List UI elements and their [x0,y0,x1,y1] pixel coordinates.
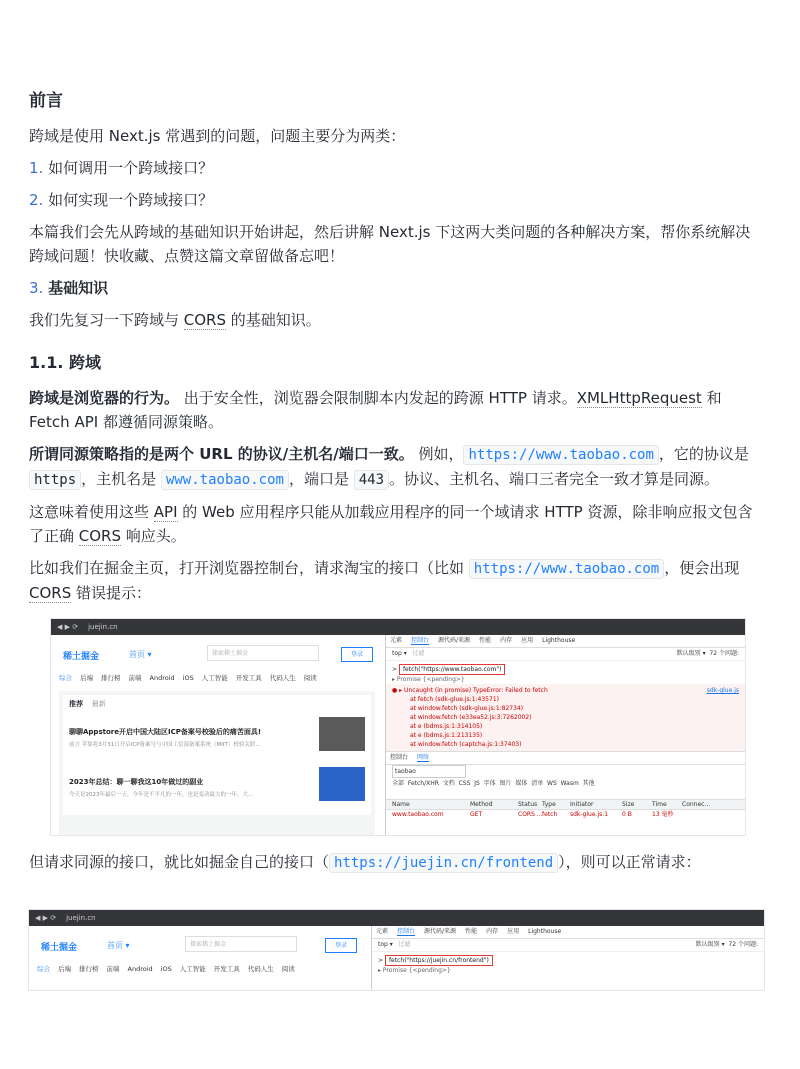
home-menu: 首页 ▾ [107,941,130,950]
plan-paragraph: 本篇我们会先从跨域的基础知识开始讲起，然后讲解 Next.js 下这两大类问题的各种解决方案，帮你系统解决跨域问题！快收藏、点赞这篇文章留做备忘吧！ [29,223,751,265]
home-menu: 首页 ▾ [129,650,152,659]
login-button: 登录 [341,647,373,662]
screenshot-same-origin [29,910,764,990]
juejin-logo: 稀土掘金 [41,943,78,953]
feed [59,691,375,835]
thumbnail [319,717,365,751]
screenshot-cors-error [51,619,745,835]
thumbnail [319,767,365,801]
paragraph-same-origin-request: 但请求同源的接口，就比如掘金自己的接口（ https://juejin.cn/frontend ），则可以正常请求： [29,853,701,871]
console-command: > fetch("https://juejin.cn/frontend") [372,955,764,966]
article [29,88,764,613]
network-row: www.taobao.com GET CORS ...fetch sdk-glue.js:1 0 B 13 毫秒 [392,811,674,818]
host-link[interactable]: www.taobao.com [161,470,289,490]
console-error: ● ▸ Uncaught (in promise) TypeError: Failed to fetch sdk-glue.js at fetch (sdk-glue.js:1:43571) at window.fetch (sdk-glue.js:1:82734) at window.fetch (e33ea52.js:3:7262002) at e (bdms.js:1:314105) at e (bdms.js:1:213135) at window.fetch (captcha.js:1:37403) [386,684,745,751]
browser-toolbar: ◀ ▶ ⟳ juejin.cn [51,619,745,635]
devtools-panel [385,635,745,835]
drawer-tabs: 控制台 网络 [386,751,745,765]
paragraph-browser-behavior: 跨域是浏览器的行为。 出于安全性，浏览器会限制脚本内发起的跨源 HTTP 请求。XMLHttpRequest 和 Fetch API 都遵循同源策略。 [29,389,722,431]
login-button: 登录 [325,938,357,953]
network-table-header: Name Method Status Type Initiator Size Time Connec... [386,799,745,810]
heading-cross-origin: 1.1. 跨域 [29,353,101,372]
paragraph-api: 这意味着使用这些 API 的 Web 应用程序只能从加载应用程序的同一个域请求 HTTP 资源，除非响应报文包含了正确 CORS 响应头。 [29,503,753,545]
devtools-tabs: 元素 控制台 源代码/来源 性能 内存 应用 Lighthouse [372,926,764,939]
juejin-logo: 稀土掘金 [63,652,100,662]
taobao-link[interactable]: https://www.taobao.com [469,559,664,579]
juejin-site [51,635,383,835]
network-filter: taobao [386,765,745,778]
intro-paragraph: 跨域是使用 Next.js 常遇到的问题，问题主要分为两类： [29,127,406,145]
paragraph-example: 比如我们在掘金主页，打开浏览器控制台，请求淘宝的接口（比如 https://www.taobao.com ，便会出现 CORS 错误提示： [29,559,740,602]
network-type-filters: 全部 Fetch/XHR 文档 CSS JS 字体 图片 媒体 清单 WS Wasm 其他 [392,780,595,787]
console-command: > fetch("https://www.taobao.com") [386,664,745,675]
section-basics: 3. 基础知识 [29,279,109,297]
site-search: 探索稀土掘金 [207,645,319,661]
site-nav: 综合 后端 排行榜 前端 Android iOS 人工智能 开发工具 代码人生 阅读 [37,965,295,973]
review-paragraph: 我们先复习一下跨域与 CORS 的基础知识。 [29,311,321,329]
console-filter-bar: top ▾ 过滤 默认级别 ▾ 72 个问题: [386,648,745,661]
feed-tabs: 推荐 最新 [63,695,371,717]
juejin-site [29,926,369,990]
paragraph-same-origin: 所谓同源策略指的是两个 URL 的协议/主机名/端口一致。 例如， https://www.taobao.com ，它的协议是 https ，主机名是 www.taobao.com ，端口是 443 。协议、主机名、端口三者完全一致才算是同源。 [29,445,749,488]
site-nav: 综合 后端 排行榜 前端 Android iOS 人工智能 开发工具 代码人生 阅读 [59,674,317,682]
heading-preface: 前言 [29,91,63,111]
frontend-link[interactable]: https://juejin.cn/frontend [329,853,558,873]
console-promise: ▸ Promise {<pending>} [392,676,465,683]
feed-card: 聊聊Appstore开启中国大陆区ICP备案号校验后的痛苦面具! 前言 苹果将3月31日开启ICP备案号与中国工信部备案系统（MIIT）校验关联... [63,713,371,765]
browser-toolbar: ◀ ▶ ⟳ juejin.cn [29,910,764,926]
site-search: 探索稀土掘金 [185,936,297,952]
list-item: 2. 如何实现一个跨域接口？ [29,191,214,209]
list-item: 1. 如何调用一个跨域接口？ [29,159,214,177]
taobao-link[interactable]: https://www.taobao.com [463,445,658,465]
feed-card: 2023年总结：聊一聊我这10年做过的副业 今天是2023年最后一天，今年是不平凡的一年，也是变动最大的一年。大... [63,763,371,815]
console-filter-bar: top ▾ 过滤 默认级别 ▾ 72 个问题: [372,939,764,952]
console-promise: ▸ Promise {<pending>} [378,967,451,974]
devtools-panel [371,926,764,990]
devtools-tabs: 元素 控制台 源代码/来源 性能 内存 应用 Lighthouse [386,635,745,648]
